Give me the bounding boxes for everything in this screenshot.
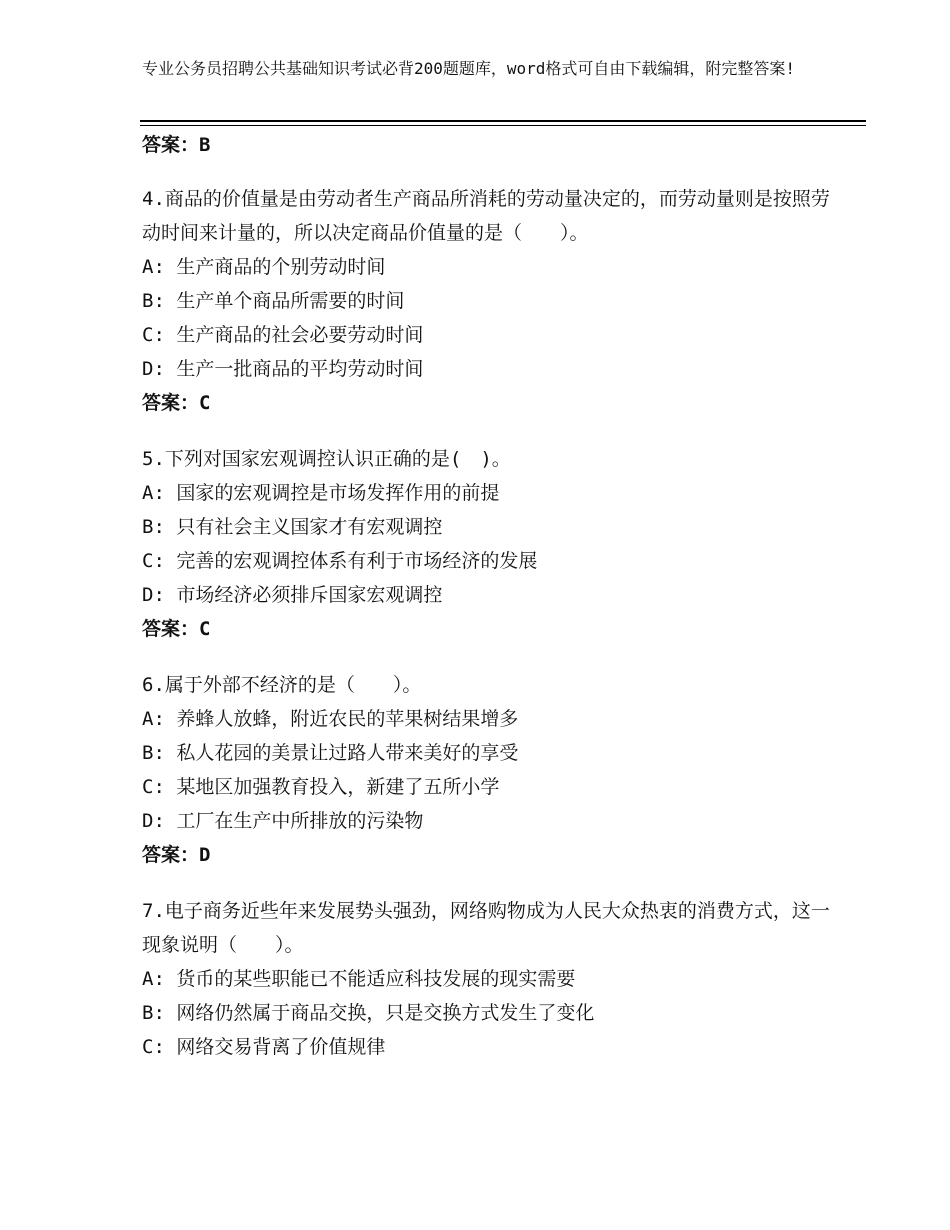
option-c: C: 生产商品的社会必要劳动时间 [142, 324, 424, 346]
question-list [142, 130, 832, 1064]
option-b: B: 生产单个商品所需要的时间 [142, 290, 405, 312]
option-d: D: 生产一批商品的平均劳动时间 [142, 358, 424, 380]
option-c: C: 完善的宏观调控体系有利于市场经济的发展 [142, 550, 538, 572]
answer-line: 答案：B [142, 134, 211, 156]
option-a: A: 养蜂人放蜂，附近农民的苹果树结果增多 [142, 708, 519, 730]
header-rule-thick [140, 120, 866, 122]
answer-line: 答案：C [142, 392, 211, 414]
question-text: 4.商品的价值量是由劳动者生产商品所消耗的劳动量决定的，而劳动量则是按照劳动时间来计量的，所以决定商品价值量的是（ ）。 [142, 188, 830, 244]
option-a: A: 货币的某些职能已不能适应科技发展的现实需要 [142, 968, 576, 990]
question-text: 5.下列对国家宏观调控认识正确的是( )。 [142, 448, 511, 470]
question-4 [142, 182, 832, 420]
option-c: C: 某地区加强教育投入，新建了五所小学 [142, 776, 500, 798]
answer-line: 答案：D [142, 844, 211, 866]
option-b: B: 网络仍然属于商品交换，只是交换方式发生了变化 [142, 1002, 595, 1024]
option-b: B: 私人花园的美景让过路人带来美好的享受 [142, 742, 519, 764]
option-c: C: 网络交易背离了价值规律 [142, 1036, 386, 1058]
question-5 [142, 442, 832, 646]
option-a: A: 生产商品的个别劳动时间 [142, 256, 386, 278]
question-6 [142, 668, 832, 872]
document-header: 专业公务员招聘公共基础知识考试必背200题题库，word格式可自由下载编辑，附完整答案! [142, 59, 796, 78]
option-b: B: 只有社会主义国家才有宏观调控 [142, 516, 443, 538]
question-text: 7.电子商务近些年来发展势头强劲，网络购物成为人民大众热衷的消费方式，这一现象说明（ ）。 [142, 900, 830, 956]
option-d: D: 市场经济必须排斥国家宏观调控 [142, 584, 443, 606]
question-text: 6.属于外部不经济的是（ ）。 [142, 674, 422, 696]
option-d: D: 工厂在生产中所排放的污染物 [142, 810, 424, 832]
answer-line: 答案：C [142, 618, 211, 640]
header-rule-thin [140, 125, 866, 126]
question-7 [142, 894, 832, 1064]
option-a: A: 国家的宏观调控是市场发挥作用的前提 [142, 482, 500, 504]
